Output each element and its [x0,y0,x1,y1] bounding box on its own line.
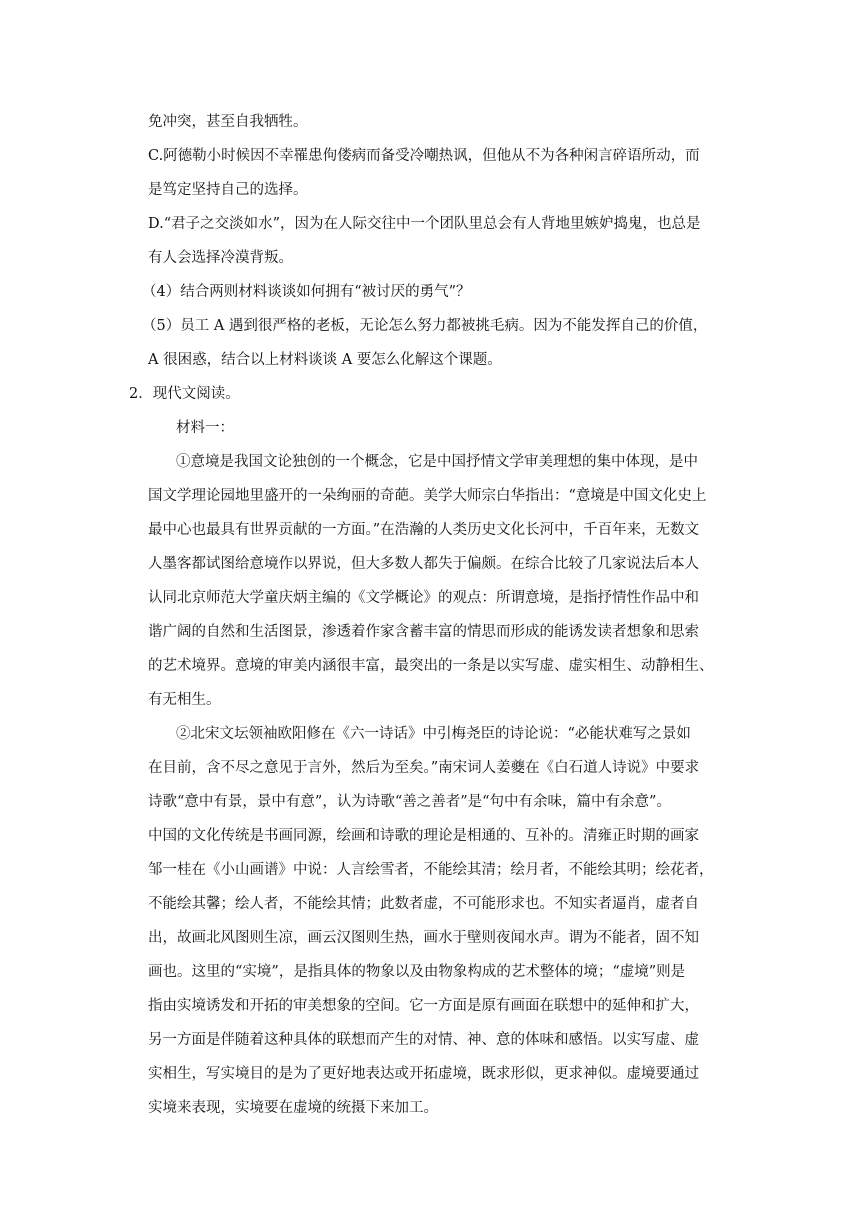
para2-line: 在目前，含不尽之意见于言外，然后为至矣。”南宋词人姜夔在《白石道人诗说》中要求 [148,760,700,776]
para2-line: 指由实境诱发和开拓的审美想象的空间。它一方面是原有画面在联想中的延伸和扩大， [148,998,699,1014]
para2-line: 诗歌“意中有景，景中有意”，认为诗歌“善之善者”是“句中有余味，篇中有余意”。 [148,794,671,810]
para2-line: ②北宋文坛领袖欧阳修在《六一诗话》中引梅尧臣的诗论说：“必能状难写之景如 [176,726,691,742]
option-c-line1: C.阿德勒小时候因不幸罹患佝偻病而备受冷嘲热讽，但他从不为各种闲言碎语所动，而 [148,148,700,164]
para2-line: 画也。这里的“实境”，是指具体的物象以及由物象构成的艺术整体的境；“虚境”则是 [148,964,686,980]
para2-line: 实相生，写实境目的是为了更好地表达或开拓虚境，既求形似，更求神似。虚境要通过 [148,1066,699,1082]
para1-line: 人墨客都试图给意境作以界说，但大多数人都失于偏颇。在综合比较了几家说法后本人 [148,556,699,572]
material-one-label: 材料一： [176,420,234,436]
option-c-line2: 是笃定坚持自己的选择。 [148,182,308,198]
sub-question-5-line2: A 很困惑，结合以上材料谈谈 A 要怎么化解这个课题。 [148,352,502,368]
para1-line: 最中心也最具有世界贡献的一方面。”在浩瀚的人类历史文化长河中，千百年来，无数文 [148,522,700,538]
para2-line: 出，故画北风图则生凉，画云汉图则生热，画水于壁则夜闻水声。谓为不能者，固不知 [148,930,699,946]
para2-line: 另一方面是伴随着这种具体的联想而产生的对情、神、意的体味和感悟。以实写虚、虚 [148,1032,699,1048]
para2-line: 邹一桂在《小山画谱》中说：人言绘雪者，不能绘其清；绘月者，不能绘其明；绘花者， [148,862,714,878]
para1-line: ①意境是我国文论独创的一个概念，它是中国抒情文学审美理想的集中体现，是中 [176,454,698,470]
para2-line: 实境来表现，实境要在虚境的统摄下来加工。 [148,1100,438,1116]
para1-line: 有无相生。 [148,692,221,708]
para1-line: 认同北京师范大学童庆炳主编的《文学概论》的观点：所谓意境，是指抒情性作品中和 [148,590,699,606]
para2-line: 中国的文化传统是书画同源，绘画和诗歌的理论是相通的、互补的。清雍正时期的画家 [148,828,699,844]
question-2-heading: 2．现代文阅读。 [129,386,240,402]
option-d-line1: D.“君子之交淡如水”，因为在人际交往中一个团队里总会有人背地里嫉妒捣鬼，也总是 [148,216,701,232]
para1-line: 谐广阔的自然和生活图景，渗透着作家含蓄丰富的情思而形成的能诱发读者想象和思索 [148,624,699,640]
para1-line: 国文学理论园地里盛开的一朵绚丽的奇葩。美学大师宗白华指出：“意境是中国文化史上 [148,488,707,504]
option-b-continuation: 免冲突，甚至自我牺牲。 [148,114,308,130]
para1-line: 的艺术境界。意境的审美内涵很丰富，最突出的一条是以实写虚、虚实相生、动静相生、 [148,658,714,674]
para2-line: 不能绘其馨；绘人者，不能绘其情；此数者虚，不可能形求也。不知实者逼肖，虚者自 [148,896,699,912]
sub-question-5-line1: （5）员工 A 遇到很严格的老板，无论怎么努力都被挑毛病。因为不能发挥自己的价值， [142,318,708,334]
option-d-line2: 有人会选择冷漠背叛。 [148,250,293,266]
sub-question-4: （4）结合两则材料谈谈如何拥有“被讨厌的勇气”？ [142,284,471,300]
